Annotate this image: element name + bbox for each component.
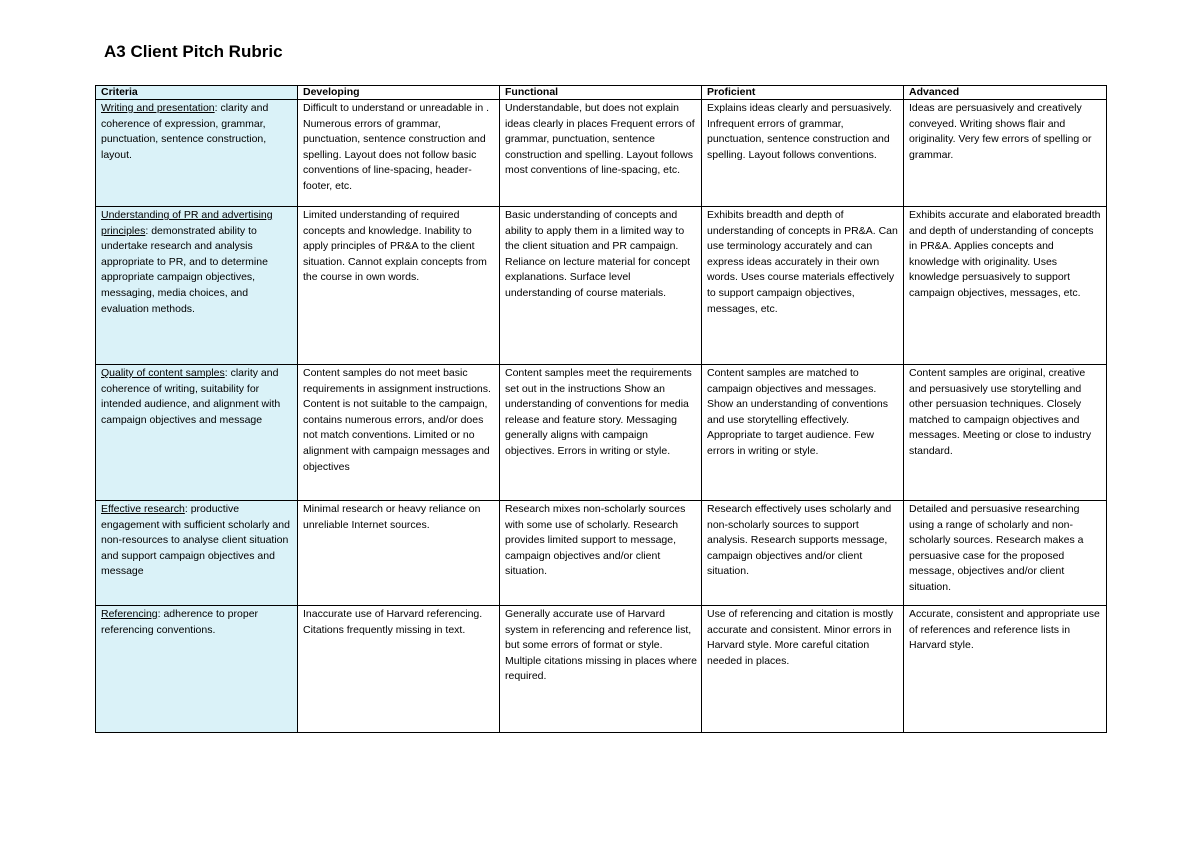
table-row xyxy=(96,606,1107,733)
advanced-cell: Content samples are original, creative and persuasively use storytelling and other persuasion techniques. Closely matched to campaign objectives and messages. Meeting or close to industry standard. xyxy=(904,365,1107,501)
functional-cell: Generally accurate use of Harvard system in referencing and reference list, but some errors of format or style. Multiple citations missing in places where required. xyxy=(500,606,702,733)
table-row xyxy=(96,207,1107,365)
proficient-cell: Explains ideas clearly and persuasively. Infrequent errors of grammar, punctuation, sentence construction and spelling. Layout follows conventions. xyxy=(702,100,904,207)
criterion-cell xyxy=(96,207,298,365)
table-row xyxy=(96,100,1107,207)
functional-cell: Research mixes non-scholarly sources with some use of scholarly. Research provides limited support to message, campaign objectives and/or client situation. xyxy=(500,501,702,606)
criterion-description: : clarity and coherence of writing, suitability for intended audience, and alignment with campaign objectives and message xyxy=(101,367,281,426)
page-title: A3 Client Pitch Rubric xyxy=(104,42,283,61)
criterion-description: : demonstrated ability to undertake research and analysis appropriate to PR, and to determine appropriate campaign objectives, messaging, media choices, and evaluation methods. xyxy=(101,224,268,315)
proficient-cell: Exhibits breadth and depth of understanding of concepts in PR&A. Can use terminology accurately and can express ideas accurately in their own words. Uses course materials effectively to support campaign objectives, messages, etc. xyxy=(702,207,904,365)
proficient-cell: Use of referencing and citation is mostly accurate and consistent. Minor errors in Harvard style. More careful citation needed in places. xyxy=(702,606,904,733)
criterion-description: : productive engagement with sufficient scholarly and non-resources to analyse client situation and support campaign objectives and message xyxy=(101,503,290,578)
criterion-cell xyxy=(96,365,298,501)
header-advanced: Advanced xyxy=(904,86,1107,100)
rubric-table xyxy=(95,85,1107,733)
advanced-cell: Detailed and persuasive researching using a range of scholarly and non-scholarly sources. Research makes a persuasive case for the proposed message, objectives and/or client situation. xyxy=(904,501,1107,606)
criterion-cell xyxy=(96,501,298,606)
criterion-description: : adherence to proper referencing conventions. xyxy=(101,608,259,636)
functional-cell: Understandable, but does not explain ideas clearly in places Frequent errors of grammar, punctuation, sentence construction and spelling. Layout follows most conventions of line-spacing, etc. xyxy=(500,100,702,207)
functional-cell: Content samples meet the requirements set out in the instructions Show an understanding of conventions for media release and feature story. Messaging generally aligns with campaign objectives. Errors in writing or style. xyxy=(500,365,702,501)
advanced-cell: Ideas are persuasively and creatively conveyed. Writing shows flair and originality. Very few errors of spelling or grammar. xyxy=(904,100,1107,207)
header-functional: Functional xyxy=(500,86,702,100)
criterion-name: Quality of content samples xyxy=(101,367,225,379)
advanced-cell: Exhibits accurate and elaborated breadth and depth of understanding of concepts in PR&A. Applies concepts and knowledge with originality. Uses knowledge persuasively to support campaign objectives, messages, etc. xyxy=(904,207,1107,365)
developing-cell: Minimal research or heavy reliance on unreliable Internet sources. xyxy=(298,501,500,606)
table-row xyxy=(96,365,1107,501)
header-row xyxy=(96,86,1107,100)
criterion-cell xyxy=(96,100,298,207)
header-developing: Developing xyxy=(298,86,500,100)
advanced-cell: Accurate, consistent and appropriate use of references and reference lists in Harvard style. xyxy=(904,606,1107,733)
developing-cell: Difficult to understand or unreadable in . Numerous errors of grammar, punctuation, sentence construction and spelling. Layout does not follow basic conventions of line-spacing, header-footer, etc. xyxy=(298,100,500,207)
header-proficient: Proficient xyxy=(702,86,904,100)
criterion-name: Referencing xyxy=(101,608,158,620)
criterion-name: Writing and presentation xyxy=(101,102,215,114)
table-row xyxy=(96,501,1107,606)
developing-cell: Inaccurate use of Harvard referencing. Citations frequently missing in text. xyxy=(298,606,500,733)
developing-cell: Limited understanding of required concepts and knowledge. Inability to apply principles of PR&A to the client situation. Cannot explain concepts from the course in own words. xyxy=(298,207,500,365)
developing-cell: Content samples do not meet basic requirements in assignment instructions. Content is not suitable to the campaign, contains numerous errors, and/or does not match conventions. Limited or no alignment with campaign messages and objectives xyxy=(298,365,500,501)
criterion-name: Effective research xyxy=(101,503,185,515)
header-criteria: Criteria xyxy=(96,86,298,100)
proficient-cell: Research effectively uses scholarly and non-scholarly sources to support analysis. Research supports message, campaign objectives and/or client situation. xyxy=(702,501,904,606)
criterion-description: : clarity and coherence of expression, grammar, punctuation, sentence construction, layout. xyxy=(101,102,269,161)
proficient-cell: Content samples are matched to campaign objectives and messages. Show an understanding of conventions and use storytelling effectively. Appropriate to target audience. Few errors in writing or style. xyxy=(702,365,904,501)
criterion-cell xyxy=(96,606,298,733)
criterion-name: Understanding of PR and advertising principles xyxy=(101,209,273,237)
functional-cell: Basic understanding of concepts and ability to apply them in a limited way to the client situation and PR campaign. Reliance on lecture material for concept explanations. Surface level understanding of course materials. xyxy=(500,207,702,365)
